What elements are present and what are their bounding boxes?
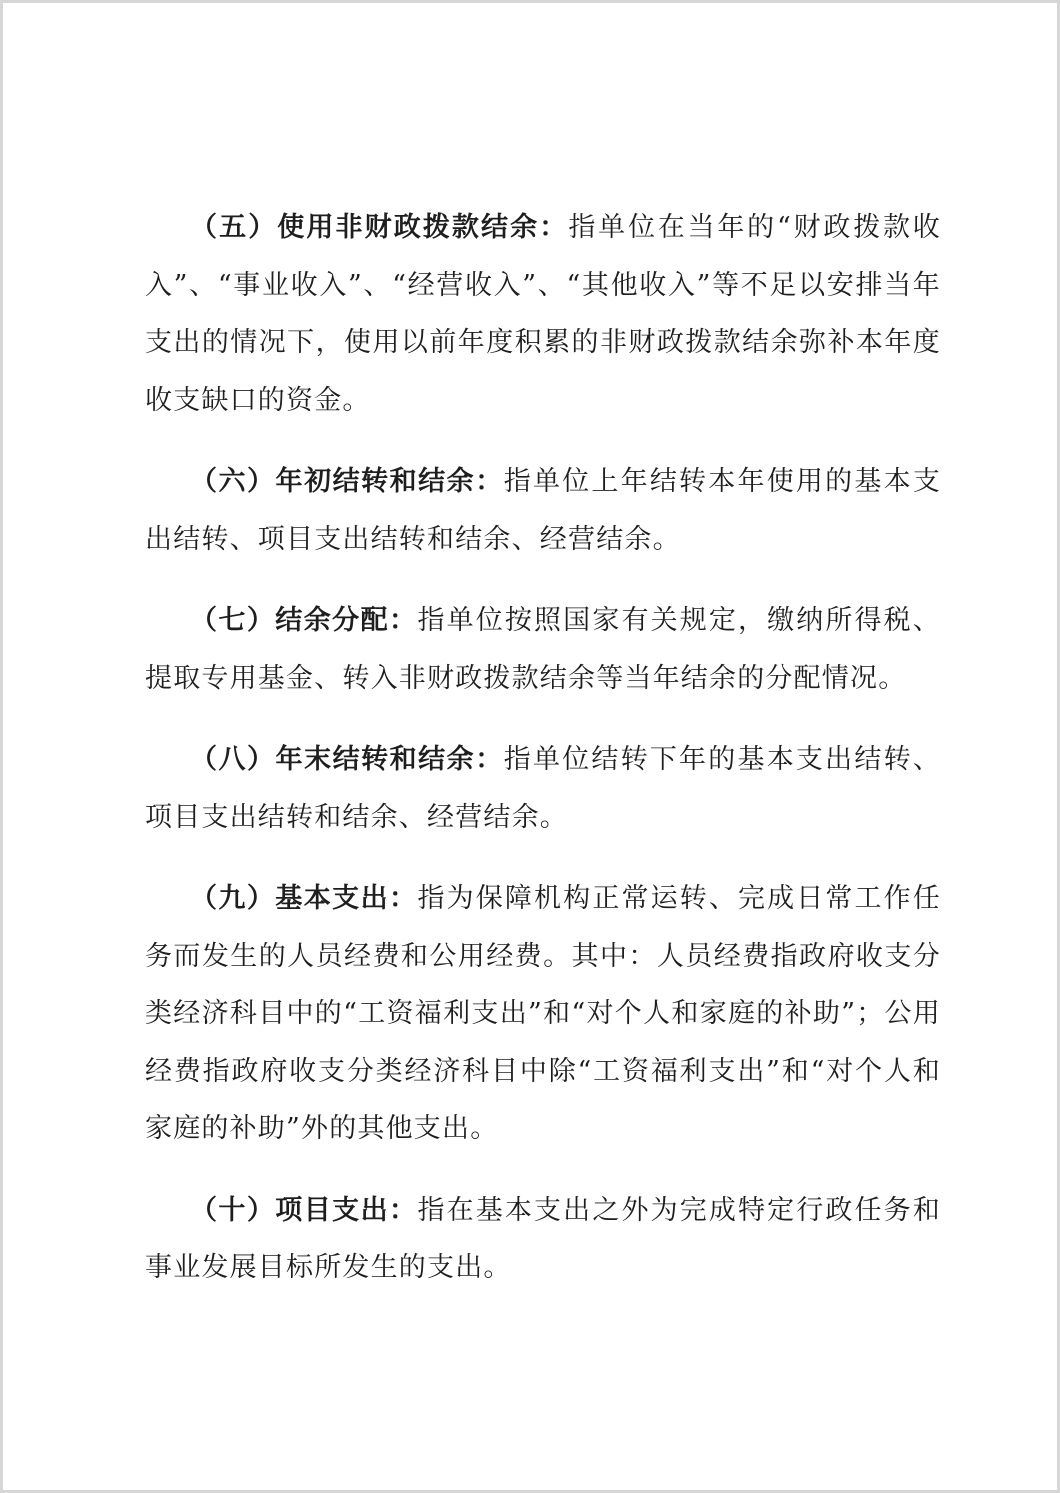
- paragraph-7-heading: （七）结余分配：: [190, 605, 418, 636]
- paragraph-10: [145, 1182, 941, 1297]
- paragraph-9-heading: （九）基本支出：: [190, 883, 418, 914]
- paragraph-6-heading: （六）年初结转和结余：: [190, 466, 504, 497]
- paragraph-8: [145, 731, 941, 846]
- paragraph-8-heading: （八）年末结转和结余：: [190, 744, 504, 775]
- document-body: [145, 199, 941, 1321]
- paragraph-5: [145, 199, 941, 429]
- paragraph-6-body: 指单位上年结转本年使用的基本支出结转、项目支出结转和结余、经营结余。: [145, 466, 942, 555]
- paragraph-10-heading: （十）项目支出：: [190, 1194, 418, 1226]
- paragraph-7-body: 指单位按照国家有关规定，缴纳所得税、提取专用基金、转入非财政拨款结余等当年结余的分配情况。: [145, 605, 942, 694]
- paragraph-9-body: 指为保障机构正常运转、完成日常工作任务而发生的人员经费和公用经费。其中：人员经费指政府收支分类经济科目中的“工资福利支出”和“对个人和家庭的补助”；公用经费指政府收支分类经济科目中除“工资福利支出”和“对个人和家庭的补助”外的其他支出。: [145, 883, 942, 1144]
- paragraph-9: [145, 870, 941, 1158]
- paragraph-10-body: 指在基本支出之外为完成特定行政任务和事业发展目标所发生的支出。: [145, 1194, 942, 1283]
- paragraph-5-body: 指单位在当年的“财政拨款收入”、“事业收入”、“经营收入”、“其他收入”等不足以安排当年支出的情况下，使用以前年度积累的非财政拨款结余弥补本年度收支缺口的资金。: [145, 212, 942, 416]
- paragraph-8-body: 指单位结转下年的基本支出结转、项目支出结转和结余、经营结余。: [145, 744, 942, 833]
- paragraph-7: [145, 592, 941, 707]
- paragraph-5-heading: （五）使用非财政拨款结余：: [190, 212, 569, 243]
- paragraph-6: [145, 453, 941, 568]
